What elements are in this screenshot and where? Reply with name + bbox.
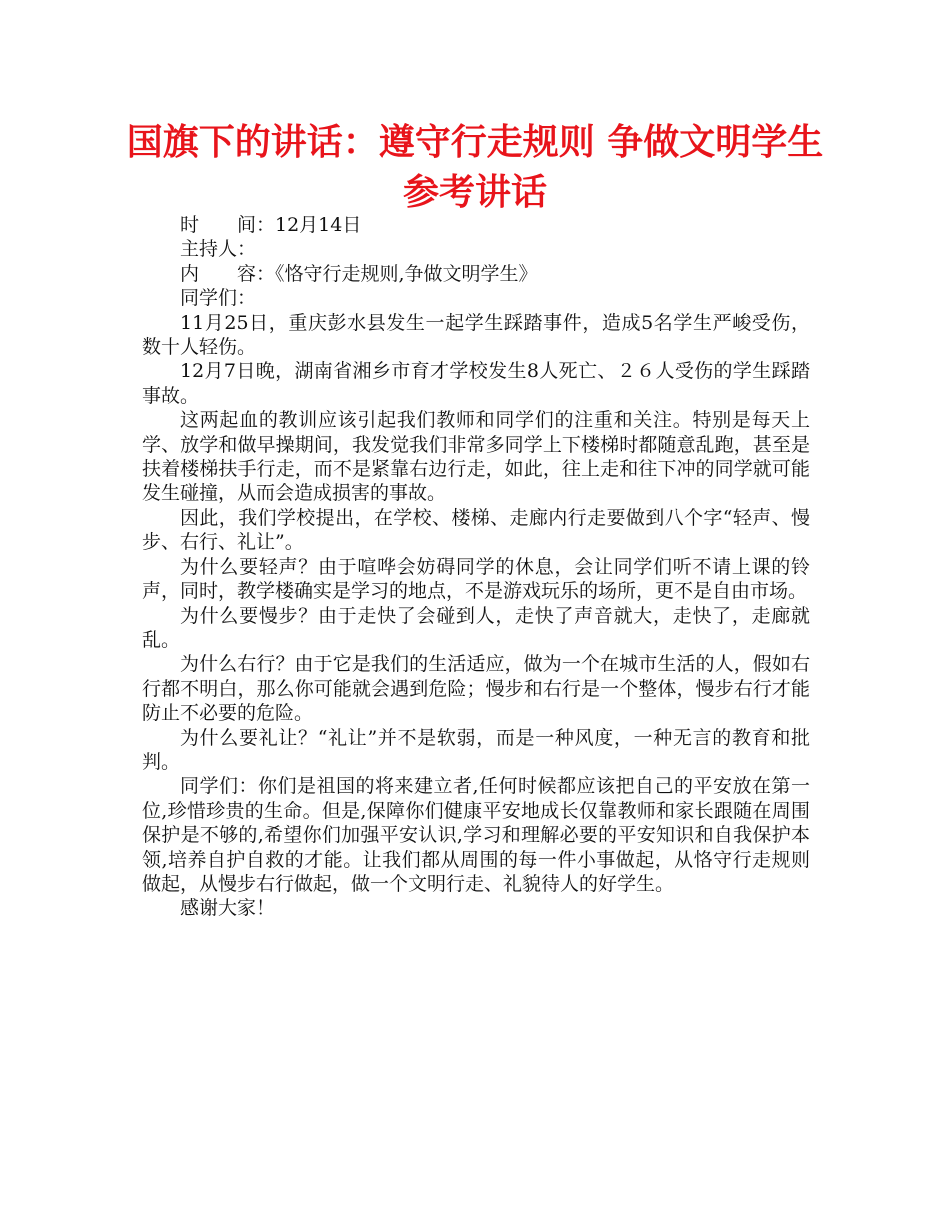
paragraph: 同学们：你们是祖国的将来建立者,任何时候都应该把自己的平安放在第一位,珍惜珍贵的生命。但是,保障你们健康平安地成长仅靠教师和家长跟随在周围保护是不够的,希望你们加强平安认识,学习和理解必要的平安知识和自我保护本领,培养自护自救的才能。让我们都从周围的每一件小事做起，从恪守行走规则做起，从慢步右行做起，做一个文明行走、礼貌待人的好学生。 xyxy=(142,775,810,895)
meta-content: 内 容：《恪守行走规则,争做文明学生》 xyxy=(180,262,538,285)
document-body xyxy=(142,213,810,921)
paragraph: 这两起血的教训应该引起我们教师和同学们的注重和关注。特别是每天上学、放学和做早操期间，我发觉我们非常多同学上下楼梯时都随意乱跑，甚至是扶着楼梯扶手行走，而不是紧靠右边行走，如此，往上走和往下冲的同学就可能发生碰撞，从而会造成损害的事故。 xyxy=(142,409,810,505)
paragraph: 为什么右行？由于它是我们的生活适应，做为一个在城市生活的人，假如右行都不明白，那么你可能就会遇到危险；慢步和右行是一个整体，慢步右行才能防止不必要的危险。 xyxy=(142,653,810,725)
paragraph-closing: 感谢大家！ xyxy=(180,897,276,920)
meta-host: 主持人： xyxy=(180,238,257,261)
paragraph: 为什么要慢步？由于走快了会碰到人，走快了声音就大，走快了，走廊就乱。 xyxy=(142,604,810,651)
paragraph: 为什么要礼让？“礼让”并不是软弱，而是一种风度，一种无言的教育和批判。 xyxy=(142,726,810,773)
meta-time: 时 间：12月14日 xyxy=(180,214,362,236)
paragraph: 12月7日晚，湖南省湘乡市育才学校发生8人死亡、２６人受伤的学生踩踏事故。 xyxy=(142,360,810,407)
paragraph-greeting: 同学们： xyxy=(180,287,257,310)
paragraph: 为什么要轻声？由于喧哗会妨碍同学的休息，会让同学们听不请上课的铃声，同时，教学楼确实是学习的地点，不是游戏玩乐的场所，更不是自由市场。 xyxy=(142,555,810,603)
document-title: 国旗下的讲话：遵守行走规则 争做文明学生参考讲话 xyxy=(126,122,824,213)
paragraph: 11月25日，重庆彭水县发生一起学生踩踏事件，造成5名学生严峻受伤，数十人轻伤。 xyxy=(142,311,810,359)
paragraph: 因此，我们学校提出，在学校、楼梯、走廊内行走要做到八个字“轻声、慢步、右行、礼让”。 xyxy=(142,506,810,554)
